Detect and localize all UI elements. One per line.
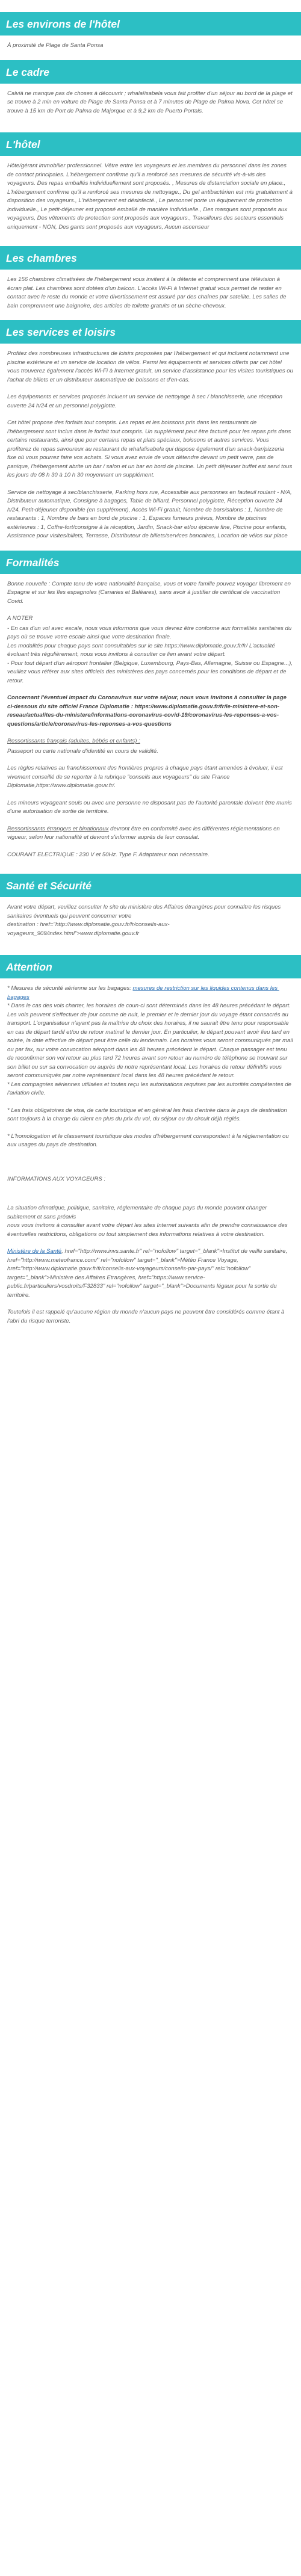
formalites-note-title: A NOTER (7, 615, 33, 622)
attention-terrorism: Toutefois il est rappelé qu'aucune région du monde n'aucun pays ne peuvent être considérés comme étant à l'abri du risque terroriste. (7, 1309, 287, 1324)
section-title-services: Les services et loisirs (0, 320, 301, 344)
section-title-cadre: Le cadre (0, 60, 301, 84)
formalites-nationals: Passeport ou carte nationale d'identité en cours de validité. (7, 747, 158, 755)
section-title-environs: Les environs de l'hôtel (0, 12, 301, 36)
attention-info-title: INFORMATIONS AUX VOYAGEURS : (7, 1175, 106, 1182)
attention-baggage-prefix: * Mesures de sécurité aérienne sur les bagages: (7, 985, 133, 992)
section-title-formalites: Formalités (0, 551, 301, 574)
formalites-nationals-title: Ressortissants français (adultes, bébés et enfants) : (7, 738, 140, 744)
section-sante (0, 874, 301, 948)
attention-visa: * Les frais obligatoires de visa, de carte touristique et en général les frais d'entrée dans le pays de destination sont toujours à la charge du client en plus du prix du vol, du séjour ou du circuit déjà réglés. (7, 1107, 289, 1122)
services-paragraph: Profitez des nombreuses infrastructures de loisirs proposées par l'hébergement et qui incluent notamment une piscine extérieure et un service de location de vélos. Parmi les équipements et services offerts par cet hôtel vous trouverez également l'accès Wi-Fi à Internet gratuit, un service d'assistance pour les visites touristiques ou l'achat de billets et un distributeur automatique de boissons et d'en-cas. (7, 350, 295, 383)
formalites-foreigners-title: Ressortissants étrangers et binationaux (7, 825, 109, 832)
attention-links-text: , href="http://www.invs.sante.fr" rel="nofollow" target="_blank">Institut de veille sanitaire, href="http://www.meteofrance.com/" rel="nofollow" target="_blank">Météo France Voyage, href="http://www.diplomatie.gouv.fr/fr/conseils-aux-voyageurs/conseils-par-pays/" rel="nofollow" target="_blank">Ministère des Affaires Etrangères, href="https://www.service-public.fr/particuliers/vosdroits/F32833" rel="nofollow" target="_blank">Documents légaux pour la sortie du territoire. (7, 1248, 289, 1299)
attention-flights (7, 984, 294, 1098)
formalites-foreigners (7, 825, 294, 842)
attention-flights-text: * Dans le cas des vols charter, les horaires de coun-ci sont déterminés dans les 48 heures précédant le départ. Les vols peuvent s'effectuer de jour comme de nuit, le premier et le dernier jour du voyage étant consacrés au transport. L'organisateur n'ayant pas la maîtrise du choix des horaires, il ne saurait être tenu pour responsable en cas de départ tardif et/ou de retour matinal le dernier jour. En particulier, le départ pouvant avoir lieu tard en soirée, la date effective de départ peut être celle du lendemain. Les horaires vous seront communiqués par mail ou par fax, sur votre convocation aéroport dans les 48 heures précédent le départ. Chaque passager est tenu de reconfirmer son vol retour au plus tard 72 heures avant son retour au numéro de téléphone se trouvant sur son billet ou sur sa convocation ou auprès de notre représentant local. Les horaires de retour définitifs vous seront communiqués par notre représentant local dans les 48 heures précédant le retour. * Les compagnies aériennes utilisées et toutes reçu les autorisations requises par les autorités compétentes de l'aviation civile. (7, 1002, 293, 1096)
services-paragraph: Service de nettoyage à sec/blanchisserie, Parking hors rue, Accessible aux personnes en fauteuil roulant - N/A, Distributeur automatique, Consigne à bagages, Table de billard, Personnel polyglotte, Réception ouverte 24 h/24, Petit-déjeuner disponible (en supplément), Accès Wi-Fi gratuit, Nombre de bars/salons : 1, Nombre de restaurants : 1, Nombre de bars en bord de piscine : 1, Espaces fumeurs prévus, Nombre de piscines extérieures : 1, Coffre-fort/consigne à la réception, Jardin, Snack-bar et/ou épicerie fine, Piscine pour enfants, Assistance pour visites/billets, Terrasse, Distributeur de billets/services bancaires, Location de vélos sur place (7, 489, 294, 539)
section-title-sante: Santé et Sécurité (0, 874, 301, 897)
environs-text: À proximité de Plage de Santa Ponsa (7, 42, 104, 49)
section-cadre (0, 60, 301, 126)
section-chambres (0, 246, 301, 320)
section-attention (0, 955, 301, 1335)
section-title-hotel: L'hôtel (0, 132, 301, 156)
ministere-sante-link[interactable]: Ministère de la Santé (7, 1248, 62, 1255)
section-services (0, 320, 301, 551)
formalites-text: Bonne nouvelle : Compte tenu de votre nationalité française, vous et votre famille pouvez voyager librement en Espagne et sur les îles espagnoles (Canaries et Baléares), sans avoir à justifier de certificat de vaccination Covid. (7, 580, 293, 605)
cadre-text: Calvià ne manque pas de choses à découvrir ; whala!isabela vous fait profiter d'un séjour au bord de la plage et se trouve à 2 min en voiture de Plage de Santa Ponsa et à 7 minutes de Plage de Palma Nova. Cet hôtel se trouve à 15 km de Port de Palma de Majorque et à 9,2 km de Puerto Portals. (7, 90, 294, 114)
section-title-attention: Attention (0, 955, 301, 978)
chambres-text: Les 156 chambres climatisées de l'hébergement vous invitent à la détente et comprennent une télévision à écran plat. Les chambres sont dotées d'un balcon. L'accès Wi-Fi à Internet gratuit vous permet de rester en contact avec le reste du monde et votre divertissement est assuré par des chaînes par satellite. Les salles de bain comprennent une baignoire, des articles de toilette gratuits et un sèche-cheveux. (7, 276, 288, 309)
formalites-minors: Les mineurs voyageant seuls ou avec une personne ne disposant pas de l'autorité parentale doivent être munis d'une autorisation de sortie de territoire. (7, 799, 294, 815)
formalites-note: - En cas d'un vol avec escale, nous vous informons que vous devrez être conforme aux formalités sanitaires du pays où se trouve votre escale ainsi que votre destination finale. Les modalités pour chaque pays sont consultables sur le site https://www.diplomatie.gouv.fr/fr/ L'actualité évoluant très régulièrement, nous vous invitons à consulter ce lien avant votre départ. - Pour tout départ d'un aéroport frontalier (Belgique, Luxembourg, Pays-Bas, Allemagne, Suisse ou Espagne...), veuillez vous référer aux sites officiels des ministères des pays concernés pour les conditions de départ et de retour. (7, 625, 293, 684)
services-paragraph: Les équipements et services proposés incluent un service de nettoyage à sec / blanchisserie, une réception ouverte 24 h/24 et un personnel polyglotte. (7, 394, 284, 409)
attention-homologation: * L'homologation et le classement touristique des modes d'hébergement correspondent à la réglementation ou aux usages du pays de destination. (7, 1132, 291, 1148)
section-environs (0, 0, 301, 60)
services-paragraph: Cet hôtel propose des forfaits tout compris. Les repas et les boissons pris dans les restaurants de l'hébergement sont inclus dans le forfait tout compris. Un supplément peut être facturé pour les repas pris dans certains restaurants, ainsi que pour certains repas et plats spéciaux, boissons et autres services. Vous profiterez de repas savoureux au restaurant de whala!isabela qui dispose également d'un snack-bar/pizzeria fixe où vous pourrez faire vos achats. Si vous avez envie de vous détendre devant un petit verre, pas de panique, l'hébergement abrite un bar / salon et un bar en bord de piscine. Un petit déjeuner buffet est servi tous les jours de 08 h 30 à 10 h 30 moyennant un supplément. (7, 419, 294, 478)
formalites-borders: Les règles relatives au franchissement des frontières propres à chaque pays étant amenées à évoluer, il est vivement conseillé de se reporter à la rubrique "conseils aux voyageurs" du site France Diplomatie,https://www.diplomatie.gouv.fr/. (7, 765, 285, 789)
section-hotel (0, 132, 301, 241)
hotel-text: Hôte/gérant immobilier professionnel. Vêtre entre les voyageurs et les membres du personnel dans les zones de contact principales. L'hébergement confirme qu'il a renforcé ses mesures de sécurité vis-à-vis des voyageurs. Des repas emballés individuellement sont proposés. , Mesures de distanciation sociale en place., L'hébergement confirme qu'il a renforcé ses mesures de nettoyage., Du gel antibactérien est mis gratuitement à disposition des voyageurs., L'hébergement est désinfecté., Le personnel porte un équipement de protection individuelle., Le petit-déjeuner est proposé emballé de manière individuelle., Des masques sont proposés aux voyageurs, Des vêtements de protection sont proposés aux voyageurs., Travailleurs des secteurs essentiels uniquement - NON, Des gants sont proposés aux voyageurs, Aucun ascenseur (7, 162, 294, 230)
baggage-restrictions-link[interactable]: mesures de restriction sur les liquides contenus dans les bagages (7, 985, 279, 1001)
formalites-electric: COURANT ELECTRIQUE : 230 V et 50Hz. Type F. Adaptateur non nécessaire. (7, 851, 209, 858)
section-formalites (0, 551, 301, 869)
sante-text: Avant votre départ, veuillez consulter le site du ministère des Affaires étrangères pour connaître les risques sanitaires éventuels qui peuvent concerner votre destination : href="http://www.diplomatie.gouv.fr/fr/conseils-aux-voyageurs_909/index.html">www.diplomatie.gouv.fr (7, 904, 281, 937)
attention-situation: La situation climatique, politique, sanitaire, réglementaire de chaque pays du monde pouvant changer subitement et sans préavis nous vous invitons à consulter avant votre départ les sites Internet suivants afin de prendre connaissance des éventuelles restrictions, obligations ou tout simplement des informations relatives à votre destination. (7, 1205, 288, 1238)
attention-links (7, 1247, 294, 1300)
formalites-foreigners-text: devront être en conformité avec les différentes réglementations en vigueur, selon leur nationalité et devront s'informer auprès de leur consulat. (7, 825, 282, 841)
section-title-chambres: Les chambres (0, 246, 301, 270)
formalites-coronavirus: Concernant l'éventuel impact du Coronavirus sur votre séjour, nous vous invitons à consulter la page ci-dessous du site officiel France Diplomatie : https://www.diplomatie.gouv.fr/fr/le-ministere-et-son-reseau/actualites-du-ministere/informations-coronavirus-covid-19/coronavirus-les-reponses-a-vos-questions/article/coronavirus-les-reponses-a-vos-questions (7, 694, 288, 727)
